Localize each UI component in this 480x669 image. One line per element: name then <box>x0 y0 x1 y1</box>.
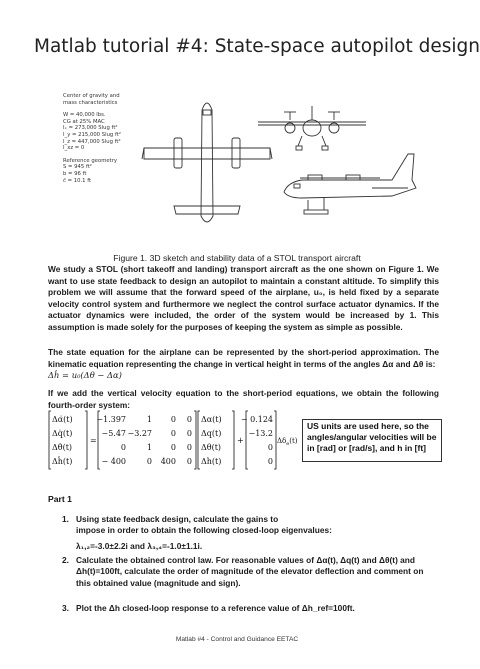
spec-line: mass characteristics <box>63 99 118 106</box>
aircraft-side-view <box>284 154 416 214</box>
a-42: 0 <box>146 457 152 466</box>
input-symbol: $\Delta\delta_e(t)$ <box>277 437 298 447</box>
state-equation-paragraph <box>48 347 439 382</box>
task-text: Calculate the obtained control law. For reasonable values of Δα(t), Δq(t) and Δθ(t) and Δh(t)=100ft, calculate the order of magnitude of the elevator deflection and comment on this obtained value (magnitude and sign). <box>76 555 424 588</box>
task-number: 1. <box>62 514 69 524</box>
state-space-equation <box>48 410 296 470</box>
kinematic-equation: Δḣ = u₀(Δθ − Δα) <box>48 370 122 381</box>
state-q: Δq(t) <box>201 429 222 438</box>
task-number: 3. <box>62 603 69 613</box>
units-note: US units are used here, so the angles/angular velocities will be in [rad] or [rad/s], and h in [ft] <box>302 419 442 462</box>
b-3: 0 <box>267 443 273 452</box>
stability-data <box>63 93 121 184</box>
b-4: 0 <box>267 457 273 466</box>
spec-line: W = 40,000 lbs. <box>63 112 106 119</box>
state-alpha: Δα(t) <box>201 415 222 424</box>
svg-text:+: + <box>237 436 244 445</box>
intro-paragraph: We study a STOL (short takeoff and landing) transport aircraft as the one shown on Figure 1. We want to use state feedback to design an autopilot to maintain a constant altitude. To simplify this problem we will assume that the forward speed of the airplane, u₀, is held fixed by a separate velocity control system and furthermore we neglect the control surface actuator dynamics. If the actuator dynamics were included, the order of the system would be increased by 1. This assumption is made solely for the purposes of keeping the system as simple as possible. <box>48 264 439 332</box>
a-13: 0 <box>170 415 176 424</box>
a-44: 0 <box>186 457 192 466</box>
a-41: − 400 <box>101 457 126 466</box>
aircraft-front-view <box>258 106 366 150</box>
spec-line: Reference geometry <box>63 157 118 164</box>
spec-line: CG at 25% MAC <box>63 118 105 125</box>
spec-line: I_xz = 0 <box>63 145 85 152</box>
a-34: 0 <box>186 443 192 452</box>
a-14: 0 <box>186 415 192 424</box>
spec-line: S = 945 ft² <box>63 164 92 171</box>
state-dot-theta: Δθ̇(t) <box>52 443 73 452</box>
task-number: 2. <box>62 555 69 565</box>
a-33: 0 <box>170 443 176 452</box>
a-11: −1.397 <box>96 415 126 424</box>
b-1: − 0.124 <box>240 415 273 424</box>
page-footer: Matlab #4 - Control and Guidance EETAC <box>175 636 299 643</box>
a-24: 0 <box>186 429 192 438</box>
task-text: Plot the Δh closed-loop response to a reference value of Δh_ref=100ft. <box>76 603 355 613</box>
task-text: impose in order to obtain the following closed-loop eigenvalues: <box>76 525 332 536</box>
spec-line: c̄ = 10.1 ft <box>63 177 92 184</box>
a-32: 1 <box>146 443 152 452</box>
aircraft-top-view <box>142 103 272 222</box>
figure-caption: Figure 1. 3D sketch and stability data of a STOL transport aircraft <box>113 253 361 263</box>
a-23: 0 <box>170 429 176 438</box>
page-title: Matlab tutorial #4: State-space autopilot design <box>34 36 480 57</box>
svg-text:=: = <box>90 436 97 445</box>
state-h: Δh(t) <box>201 457 222 466</box>
state-dot-h: Δḣ(t) <box>52 457 73 466</box>
eigenvalues: λ₁,₂=-3.0±2.2i and λ₃,₄=-1.0±1.1i. <box>76 540 203 551</box>
spec-line: Iₓ = 273,000 Slug ft² <box>63 125 118 132</box>
task-text: Using state feedback design, calculate the gains to <box>76 514 279 524</box>
part-heading: Part 1 <box>48 494 72 504</box>
state-equation-text: The state equation for the airplane can be represented by the short-period approximation. The kinematic equation representing the change in vertical height in terms of the angles Δα and Δθ is: <box>48 347 439 369</box>
a-43: 400 <box>160 457 176 466</box>
spec-line: I_z = 447,000 Slug ft² <box>63 138 121 145</box>
a-22: −3.27 <box>127 429 152 438</box>
a-12: 1 <box>146 415 152 424</box>
a-31: 0 <box>120 443 126 452</box>
spec-line: Center of gravity and <box>63 93 120 99</box>
state-theta: Δθ(t) <box>201 443 222 452</box>
state-dot-alpha: Δα̇(t) <box>52 415 73 424</box>
spec-line: I_y = 215,000 Slug ft² <box>63 131 121 138</box>
a-21: −5.47 <box>101 429 126 438</box>
b-2: −13.2 <box>248 429 273 438</box>
state-dot-q: Δq̇(t) <box>52 429 73 438</box>
fourth-order-paragraph: If we add the vertical velocity equation to the short-period equations, we obtain the following fourth-order system: <box>48 388 439 410</box>
spec-line: b = 96 ft <box>63 170 87 177</box>
